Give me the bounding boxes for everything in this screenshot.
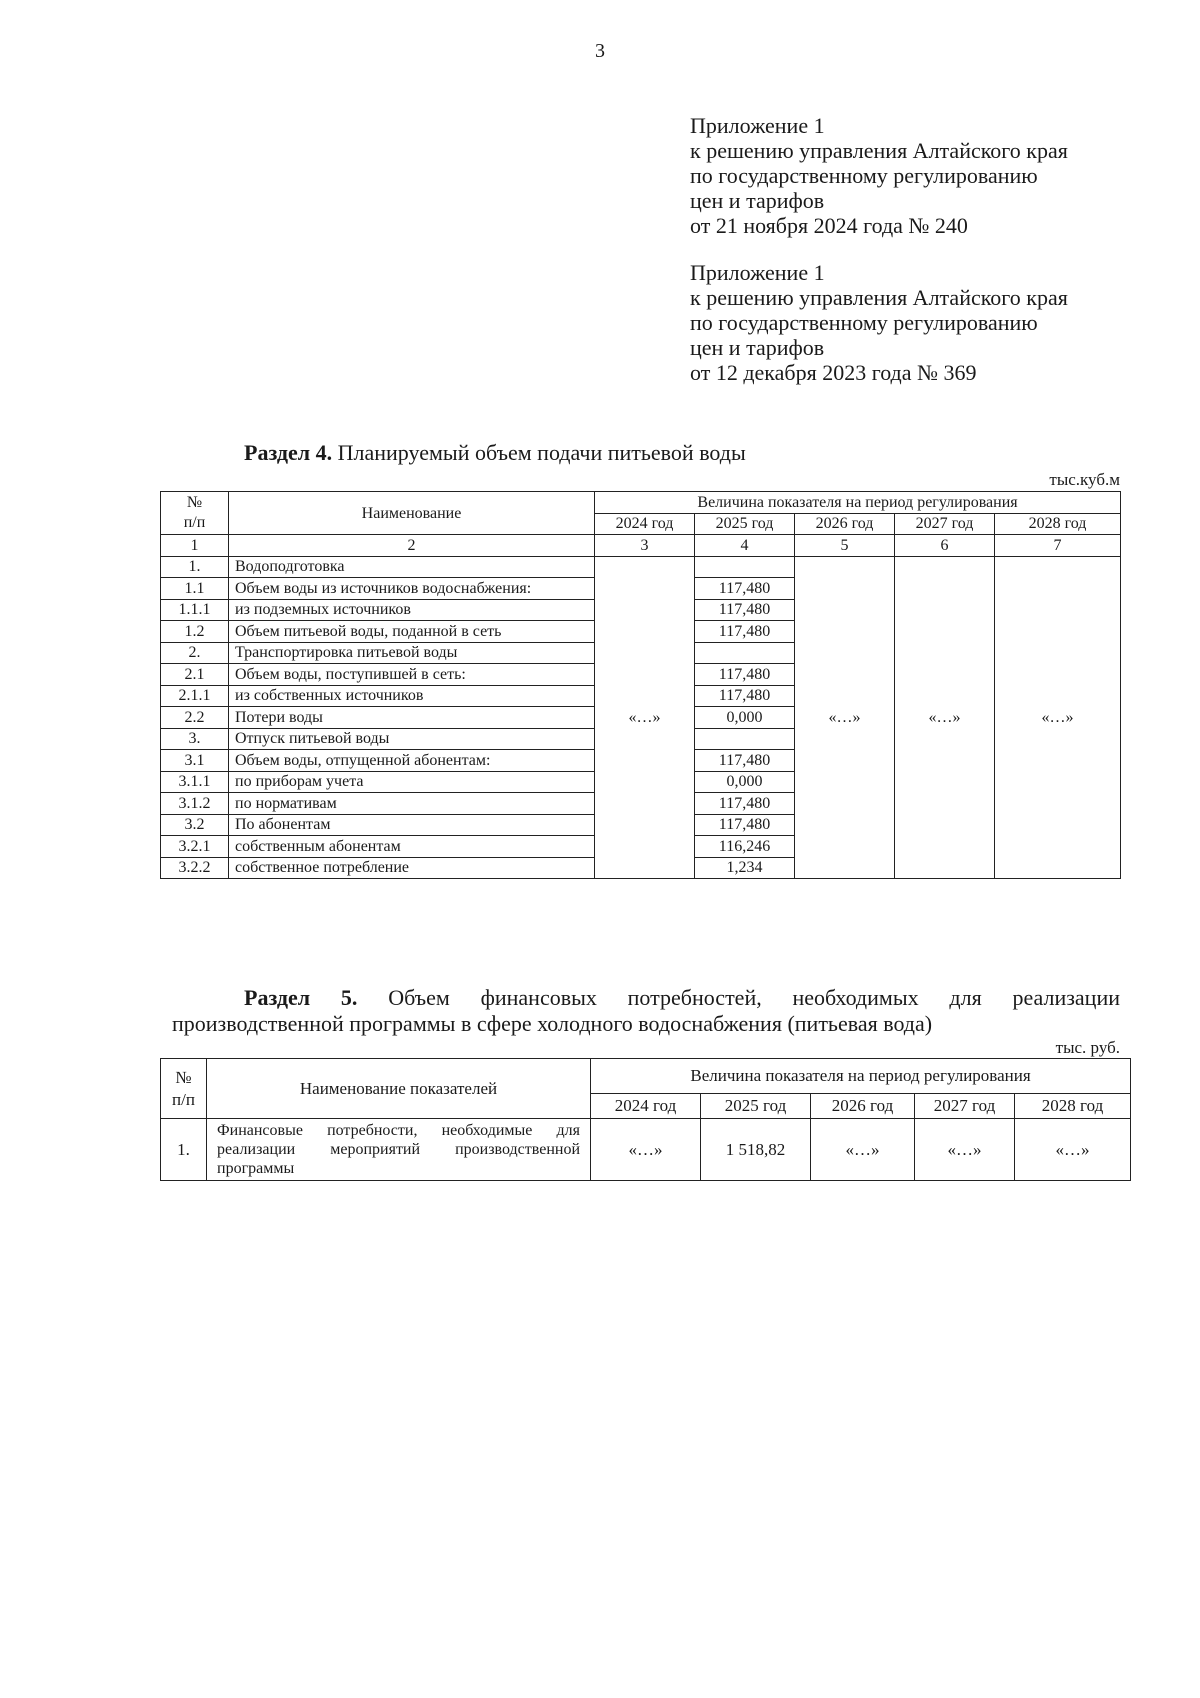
value-2025 <box>695 728 795 750</box>
value-2028-merged: «…» <box>995 556 1121 879</box>
header-year: 2028 год <box>1015 1094 1131 1119</box>
row-name: Объем питьевой воды, поданной в сеть <box>229 621 595 643</box>
row-num: 3.2.2 <box>161 857 229 879</box>
header-year: 2026 год <box>811 1094 915 1119</box>
appendix-line: к решению управления Алтайского края <box>690 285 1068 310</box>
value-2025: 1,234 <box>695 857 795 879</box>
row-num: 2.2 <box>161 707 229 729</box>
row-num: 3.1.2 <box>161 793 229 815</box>
value-2025: 117,480 <box>695 793 795 815</box>
section5-label: Раздел 5. <box>244 985 358 1010</box>
row-name: Объем воды, отпущенной абонентам: <box>229 750 595 772</box>
row-num: 2.1.1 <box>161 685 229 707</box>
row-name: По абонентам <box>229 814 595 836</box>
row-name: по приборам учета <box>229 771 595 793</box>
appendix-line: цен и тарифов <box>690 335 825 360</box>
row-num: 1. <box>161 1119 207 1181</box>
appendix-line: от 21 ноября 2024 года № 240 <box>690 213 968 238</box>
col-number: 3 <box>595 535 695 557</box>
section5-table <box>160 1058 1131 1181</box>
appendix-line: Приложение 1 <box>690 113 825 138</box>
value-2027: «…» <box>915 1119 1015 1181</box>
value-2025: 117,480 <box>695 578 795 600</box>
row-num: 3.2.1 <box>161 836 229 858</box>
row-num: 3.2 <box>161 814 229 836</box>
row-num: 1.1 <box>161 578 229 600</box>
row-num: 1. <box>161 556 229 578</box>
col-number: 1 <box>161 535 229 557</box>
row-name: Водоподготовка <box>229 556 595 578</box>
value-2025: 1 518,82 <box>701 1119 811 1181</box>
value-2025: 117,480 <box>695 599 795 621</box>
value-2025: 0,000 <box>695 707 795 729</box>
appendix-line: Приложение 1 <box>690 260 825 285</box>
value-2026-merged: «…» <box>795 556 895 879</box>
header-period: Величина показателя на период регулирования <box>595 492 1121 514</box>
row-name: собственным абонентам <box>229 836 595 858</box>
header-year: 2025 год <box>695 513 795 535</box>
value-2028: «…» <box>1015 1119 1131 1181</box>
page-number: 3 <box>595 40 605 62</box>
row-num: 3. <box>161 728 229 750</box>
appendix-line: к решению управления Алтайского края <box>690 138 1068 163</box>
appendix-line: цен и тарифов <box>690 188 825 213</box>
row-name: Финансовые потребности, необходимые для реализации мероприятий производственной программы <box>207 1119 591 1181</box>
row-name: Потери воды <box>229 707 595 729</box>
value-2025 <box>695 642 795 664</box>
header-num: № п/п <box>161 1059 207 1119</box>
appendix-line: от 12 декабря 2023 года № 369 <box>690 360 977 385</box>
row-num: 3.1.1 <box>161 771 229 793</box>
header-year: 2027 год <box>915 1094 1015 1119</box>
section5-unit: тыс. руб. <box>1055 1038 1120 1057</box>
value-2025 <box>695 556 795 578</box>
row-name: Отпуск питьевой воды <box>229 728 595 750</box>
row-num: 1.1.1 <box>161 599 229 621</box>
row-num: 2.1 <box>161 664 229 686</box>
appendix-line: по государственному регулированию <box>690 310 1038 335</box>
value-2025: 117,480 <box>695 814 795 836</box>
value-2025: 117,480 <box>695 750 795 772</box>
row-name: Транспортировка питьевой воды <box>229 642 595 664</box>
row-num: 2. <box>161 642 229 664</box>
row-name: по нормативам <box>229 793 595 815</box>
section4-title <box>244 440 746 466</box>
section4-title-text: Планируемый объем подачи питьевой воды <box>332 440 746 465</box>
section5-title-line1: Раздел 5. Объем финансовых потребностей, необходимых для реализации <box>244 985 1120 1010</box>
col-number: 7 <box>995 535 1121 557</box>
value-2024-merged: «…» <box>595 556 695 879</box>
header-year: 2027 год <box>895 513 995 535</box>
appendix-previous <box>690 260 1170 385</box>
header-name: Наименование <box>229 492 595 535</box>
col-number: 4 <box>695 535 795 557</box>
value-2025: 117,480 <box>695 664 795 686</box>
header-year: 2024 год <box>595 513 695 535</box>
value-2027-merged: «…» <box>895 556 995 879</box>
header-year: 2026 год <box>795 513 895 535</box>
value-2024: «…» <box>591 1119 701 1181</box>
section4-unit: тыс.куб.м <box>1049 470 1120 489</box>
section5-title-line2: производственной программы в сфере холодного водоснабжения (питьевая вода) <box>172 1011 933 1036</box>
value-2025: 117,480 <box>695 685 795 707</box>
table-row <box>161 1119 1131 1181</box>
header-period: Величина показателя на период регулирования <box>591 1059 1131 1094</box>
row-name: из собственных источников <box>229 685 595 707</box>
header-year: 2028 год <box>995 513 1121 535</box>
section4-table <box>160 491 1121 879</box>
row-name: Объем воды из источников водоснабжения: <box>229 578 595 600</box>
row-name: Объем воды, поступившей в сеть: <box>229 664 595 686</box>
value-2026: «…» <box>811 1119 915 1181</box>
value-2025: 116,246 <box>695 836 795 858</box>
row-num: 1.2 <box>161 621 229 643</box>
col-number: 6 <box>895 535 995 557</box>
appendix-line: по государственному регулированию <box>690 163 1038 188</box>
row-name: собственное потребление <box>229 857 595 879</box>
section4-label: Раздел 4. <box>244 440 333 465</box>
section5-title <box>172 985 1120 1037</box>
value-2025: 117,480 <box>695 621 795 643</box>
header-year: 2025 год <box>701 1094 811 1119</box>
table-row <box>161 556 1121 578</box>
header-name: Наименование показателей <box>207 1059 591 1119</box>
col-number: 5 <box>795 535 895 557</box>
col-number: 2 <box>229 535 595 557</box>
header-num: № п/п <box>161 492 229 535</box>
appendix-current <box>690 113 1170 238</box>
row-num: 3.1 <box>161 750 229 772</box>
row-name: из подземных источников <box>229 599 595 621</box>
header-year: 2024 год <box>591 1094 701 1119</box>
value-2025: 0,000 <box>695 771 795 793</box>
